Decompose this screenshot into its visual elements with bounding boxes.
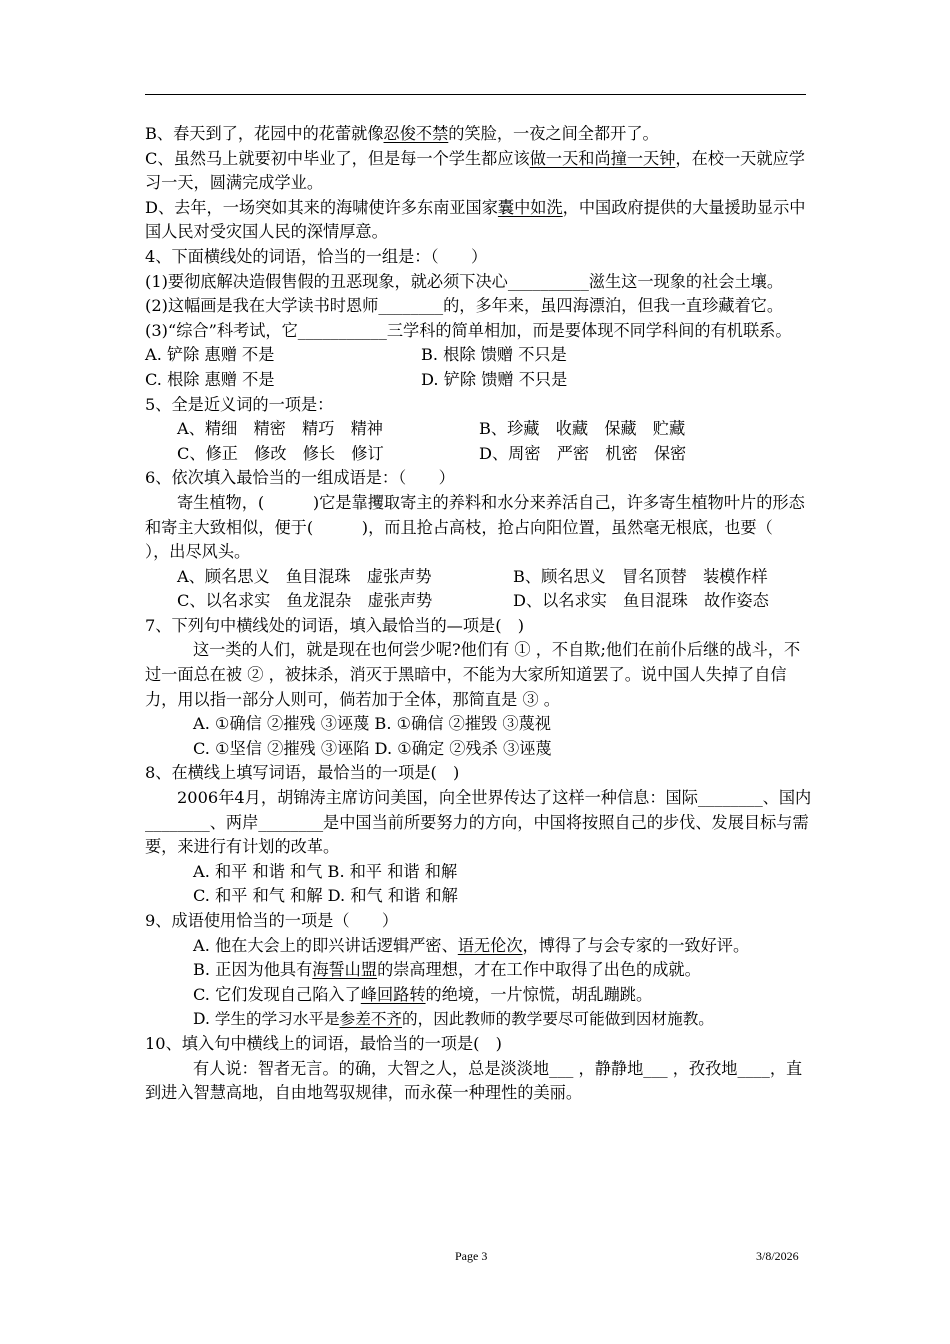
q9-c-text-1: C. 它们发现自己陷入了 — [193, 984, 361, 1004]
header-rule — [145, 94, 806, 95]
exam-content — [145, 122, 822, 1106]
q7-options-cd: C. ①坚信 ②摧残 ③诬陷 D. ①确定 ②残杀 ③诬蔑 — [193, 738, 552, 758]
q4-sentence-1: (1)要彻底解决造假售假的丑恶现象，就必须下决心__________滋生这一现象的社会土壤。 — [145, 271, 784, 291]
q7-options-ab: A. ①确信 ②摧残 ③诬蔑 B. ①确信 ②摧毁 ③蔑视 — [193, 714, 551, 734]
q6-option-d: D、以名求实 鱼目混珠 故作姿态 — [513, 591, 769, 611]
q4-sentence-3: (3)“综合”科考试，它___________三学科的简单相加，而是要体现不同学科间的有机联系。 — [145, 320, 792, 340]
q8-passage: 2006年4月，胡锦涛主席访问美国，向全世界传达了这样一种信息：国际________、国内________、两岸________是中国当前所要努力的方向，中国将按照自己的步伐、发展目标与需要，来进行有计划的改革。 — [145, 788, 812, 857]
q9-d-idiom: 参差不齐 — [339, 1010, 403, 1029]
q5-option-c: C、修正 修改 修长 修订 — [177, 443, 384, 463]
q4-option-c: C. 根除 惠赠 不是 — [145, 369, 275, 389]
q5-option-d: D、周密 严密 机密 保密 — [479, 443, 687, 463]
q3-option-c — [145, 147, 813, 196]
q4-sentence-2: (2)这幅画是我在大学读书时恩师________的，多年来，虽四海漂泊，但我一直珍藏着它。 — [145, 296, 784, 316]
q4-option-b: B. 根除 馈赠 不只是 — [421, 345, 567, 365]
q9-option-c — [145, 983, 813, 1008]
q3-c-idiom: 做一天和尚撞一天钟 — [529, 148, 676, 168]
q3-c-text-1: C、虽然马上就要初中毕业了，但是每一个学生都应该 — [145, 148, 530, 168]
q3-c-text-2: ，在校一天就应学习一天，圆满完成学业。 — [145, 148, 805, 193]
q4-option-d: D. 铲除 馈赠 不只是 — [421, 369, 568, 389]
q9-a-idiom: 语无伦次 — [457, 935, 523, 955]
q9-c-text-2: 的绝境，一片惊慌，胡乱蹦跳。 — [425, 984, 653, 1004]
q9-stem: 9、成语使用恰当的一项是（ ） — [145, 911, 399, 930]
q6-option-c: C、以名求实 鱼龙混杂 虚张声势 — [177, 591, 433, 611]
q4-option-a: A. 铲除 惠赠 不是 — [145, 345, 275, 365]
q9-d-text-1: D. 学生的学习水平是 — [193, 1010, 340, 1029]
q9-option-a — [145, 934, 813, 959]
footer-date: 3/8/2026 — [756, 1249, 799, 1263]
q3-d-text-2: ，中国政府提供的大量援助显示中国人民对受灾国人民的深情厚意。 — [145, 197, 806, 242]
q5-stem: 5、全是近义词的一项是： — [145, 394, 334, 414]
page-number: Page 3 — [455, 1249, 488, 1263]
q6-options — [145, 565, 813, 614]
q7-stem: 7、下列句中横线处的词语，填入最恰当的—项是( ) — [145, 615, 525, 635]
q9-b-text-1: B. 正因为他具有 — [193, 960, 313, 980]
q3-option-b — [145, 122, 813, 147]
q7-passage: 这一类的人们，就是现在也何尝少呢?他们有 ① ，不自欺;他们在前仆后继的战斗，不过一面总在被 ② ，被抹杀，消灭于黑暗中，不能为大家所知道罢了。说中国人失掉了自信力，用以指一部分人则可，倘若加于全体，那简直是 ③ 。 — [145, 640, 801, 709]
q6-stem: 6、依次填入最恰当的一组成语是：（ ） — [145, 468, 455, 488]
q6-passage: 寄生植物，( )它是靠攫取寄主的养料和水分来养活自己，许多寄生植物叶片的形态和寄主大致相似，便于( )，而且抢占高枝，抢占向阳位置，虽然毫无根底，也要（ ），出尽风头。 — [145, 492, 822, 562]
q10-passage: 有人说：智者无言。的确，大智之人，总是淡淡地___ ，静静地___ ，孜孜地____，直到进入智慧高地，自由地驾驭规律，而永葆一种理性的美丽。 — [145, 1058, 803, 1103]
q9-option-d — [145, 1007, 813, 1032]
q3-d-idiom: 囊中如洗 — [497, 197, 563, 217]
q3-option-d — [145, 196, 813, 245]
q8-options-cd: C. 和平 和气 和解 D. 和气 和谐 和解 — [193, 886, 458, 906]
q3-b-text-2: 的笑脸，一夜之间全都开了。 — [448, 124, 659, 143]
q9-option-b — [145, 958, 813, 983]
q5-option-b: B、珍藏 收藏 保藏 贮藏 — [479, 419, 686, 439]
q10-stem: 10、填入句中横线上的词语，最恰当的一项是( ) — [145, 1033, 502, 1053]
q3-b-idiom: 忍俊不禁 — [383, 124, 449, 143]
q8-options-ab: A. 和平 和谐 和气 B. 和平 和谐 和解 — [193, 861, 458, 881]
q5-option-a: A、精细 精密 精巧 精神 — [177, 419, 383, 439]
q9-a-text-2: ，博得了与会专家的一致好评。 — [522, 935, 750, 955]
q6-option-b: B、顾名思义 冒名顶替 装模作样 — [513, 566, 768, 586]
q8-stem: 8、在横线上填写词语，最恰当的一项是( ) — [145, 763, 460, 783]
q5-options — [145, 417, 813, 466]
q6-option-a: A、顾名思义 鱼目混珠 虚张声势 — [177, 566, 432, 586]
q3-b-text-1: B、春天到了，花园中的花蕾就像 — [145, 124, 384, 143]
q9-c-idiom: 峰回路转 — [360, 984, 426, 1004]
q9-b-text-2: 的崇高理想，才在工作中取得了出色的成就。 — [377, 960, 701, 980]
q4-stem: 4、下面横线处的词语，恰当的一组是：（ ） — [145, 246, 488, 266]
q9-d-text-2: 的，因此教师的教学要尽可能做到因材施教。 — [402, 1010, 714, 1029]
q3-d-text-1: D、去年，一场突如其来的海啸使许多东南亚国家 — [145, 197, 498, 217]
q4-options — [145, 343, 813, 392]
q9-a-text-1: A. 他在大会上的即兴讲话逻辑严密、 — [193, 935, 458, 955]
q9-b-idiom: 海誓山盟 — [312, 960, 378, 980]
